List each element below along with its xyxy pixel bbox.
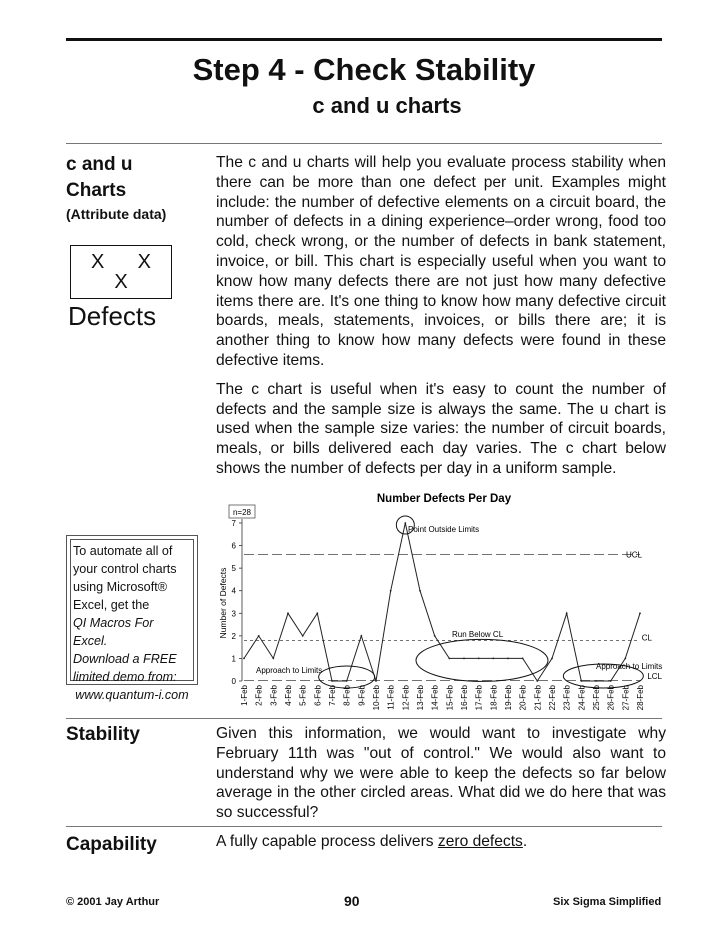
footer-book-title: Six Sigma Simplified — [553, 896, 662, 908]
section-rule — [66, 143, 662, 144]
x-tick-label: 22-Feb — [548, 685, 557, 711]
y-tick-label: 7 — [231, 519, 236, 528]
data-point — [566, 612, 568, 614]
page-title: Step 4 - Check Stability — [192, 52, 536, 87]
top-rule — [66, 38, 662, 41]
data-point — [448, 658, 450, 660]
x-tick-label: 23-Feb — [562, 685, 572, 711]
ucl-label: UCL — [625, 550, 642, 560]
x-tick-label: 13-Feb — [416, 685, 425, 711]
y-axis-label: Number of Defects — [218, 567, 228, 639]
data-point — [346, 680, 348, 682]
defect-illustration — [70, 245, 172, 299]
data-point — [536, 680, 538, 682]
x-tick-label: 11-Feb — [386, 685, 396, 710]
section-rule — [66, 826, 662, 827]
y-tick-label: 3 — [231, 609, 236, 619]
x-tick-label: 5-Feb — [298, 685, 308, 706]
promo-line: To automate all of — [73, 544, 173, 558]
x-tick-label: 10-Feb — [372, 685, 381, 711]
data-point — [580, 680, 582, 682]
stability-text — [216, 724, 666, 832]
annotation-outside-limits: Point Outside Limits — [408, 525, 480, 534]
footer-page-number: 90 — [344, 893, 360, 909]
data-point — [272, 658, 274, 660]
x-tick-label: 15-Feb — [445, 685, 455, 711]
capability-text-after: . — [522, 833, 528, 850]
x-tick-label: 1-Feb — [240, 685, 249, 706]
intro-paragraph-1: The c and u charts will help you evaluate process stability when there can be more than one defect per unit. Examples might include: the number of defective elements on a circuit board, the number of defects in a dining experience–order wrong, food too cold, check wrong, or the number of defects in bank statement, invoice, or bill. This chart is especially useful when you want to know how many defects there are not just how many defective items there are. It's one thing to know how many defective circuit boards, meals, statements, invoices, or bills there are; it is another thing to know how many defects were found in these defective items. — [216, 154, 666, 369]
y-tick-label: 2 — [231, 631, 236, 641]
data-point — [434, 635, 436, 637]
footer-copyright: © 2001 Jay Arthur — [66, 896, 160, 908]
x-tick-label: 3-Feb — [269, 685, 279, 706]
x-tick-label: 6-Feb — [313, 685, 323, 706]
x-tick-label: 21-Feb — [533, 685, 543, 711]
section-title-line2: Charts — [66, 180, 127, 201]
y-tick-label: 5 — [231, 564, 236, 574]
data-point — [287, 612, 289, 614]
sample-size-note: n=28 — [232, 508, 252, 517]
intro-text — [216, 153, 666, 488]
data-point — [331, 680, 333, 682]
x-tick-label: 8-Feb — [342, 685, 352, 706]
x-tick-label: 9-Feb — [357, 685, 367, 706]
data-point — [302, 635, 304, 637]
data-point — [507, 658, 509, 660]
x-tick-label: 25-Feb — [592, 685, 601, 711]
data-point — [522, 658, 524, 660]
section-rule — [66, 718, 662, 719]
section-title-line1: c and u — [66, 154, 133, 175]
c-chart — [200, 485, 670, 715]
x-tick-label: 12-Feb — [401, 685, 411, 711]
x-tick-label: 24-Feb — [577, 685, 587, 711]
y-tick-label: 1 — [231, 654, 236, 664]
x-tick-label: 4-Feb — [284, 685, 293, 706]
x-tick-label: 18-Feb — [489, 685, 499, 711]
data-point — [375, 680, 377, 682]
x-tick-label: 7-Feb — [328, 685, 337, 706]
y-tick-label: 6 — [231, 541, 236, 551]
chart-title: Number Defects Per Day — [376, 493, 512, 505]
annotation-approach-right: Approach to Limits — [596, 662, 663, 671]
defect-mark: X — [91, 251, 105, 273]
capability-text — [216, 832, 666, 852]
annotation-run-below: Run Below CL — [452, 630, 504, 639]
data-point — [639, 612, 641, 614]
data-point — [610, 680, 612, 682]
data-point — [624, 658, 626, 660]
data-point — [419, 590, 421, 592]
data-point — [390, 590, 392, 592]
promo-url[interactable]: www.quantum-i.com — [75, 688, 189, 702]
page-subtitle: c and u charts — [312, 93, 462, 118]
data-point — [243, 658, 245, 660]
data-point — [551, 658, 553, 660]
x-tick-label: 27-Feb — [621, 685, 631, 711]
capability-heading: Capability — [66, 834, 157, 855]
promo-line: QI Macros For Excel. — [73, 616, 154, 648]
section-note: (Attribute data) — [66, 206, 167, 222]
x-tick-label: 28-Feb — [636, 685, 645, 711]
defects-label: Defects — [68, 301, 157, 331]
defect-mark: X — [114, 271, 128, 293]
x-tick-label: 16-Feb — [460, 685, 469, 711]
data-series-line — [244, 523, 640, 681]
promo-line: limited demo from: — [73, 670, 177, 684]
cl-label: CL — [641, 633, 652, 643]
promo-line: Excel, get the — [73, 598, 150, 612]
x-tick-label: 26-Feb — [606, 685, 616, 711]
intro-paragraph-2: The c chart is useful when it's easy to count the number of defects and the sample size is always the same. The u chart is used when the sample size varies: the number of circuit boards, meals, or bills delivered each day varies. The c chart below shows the number of defects per day in a uniform sample. — [216, 380, 666, 477]
promo-box — [66, 535, 198, 702]
promo-line: your control charts — [73, 562, 177, 576]
data-point — [404, 522, 406, 524]
capability-text-before: A fully capable process delivers — [216, 833, 438, 850]
promo-line: using Microsoft® — [73, 580, 167, 594]
x-tick-label: 2-Feb — [254, 685, 264, 706]
data-point — [360, 635, 362, 637]
stability-heading: Stability — [66, 724, 140, 745]
data-point — [463, 658, 465, 660]
data-point — [595, 680, 597, 682]
defect-mark: X — [137, 251, 151, 273]
lcl-label: LCL — [647, 672, 662, 681]
y-tick-label: 0 — [231, 677, 236, 686]
y-tick-label: 4 — [231, 586, 236, 596]
approach-left-ellipse — [319, 666, 375, 688]
data-point — [478, 658, 480, 660]
data-point — [492, 658, 494, 660]
capability-emphasis: zero defects — [437, 833, 523, 850]
annotation-approach-left: Approach to Limits — [256, 666, 323, 675]
run-below-ellipse — [416, 639, 548, 681]
x-tick-label: 17-Feb — [474, 685, 484, 711]
section-heading-c-u — [66, 152, 133, 204]
data-point — [316, 612, 318, 614]
x-tick-label: 19-Feb — [504, 685, 513, 711]
data-point — [258, 635, 260, 637]
promo-line: Download a FREE — [73, 652, 177, 666]
stability-paragraph: Given this information, we would want to investigate why February 11th was "out of control." We would also want to understand why we were able to keep the defects so far below average in the other circled areas. What did we do here that was so successful? — [216, 725, 666, 822]
x-tick-label: 20-Feb — [518, 685, 528, 711]
x-tick-label: 14-Feb — [430, 685, 440, 711]
